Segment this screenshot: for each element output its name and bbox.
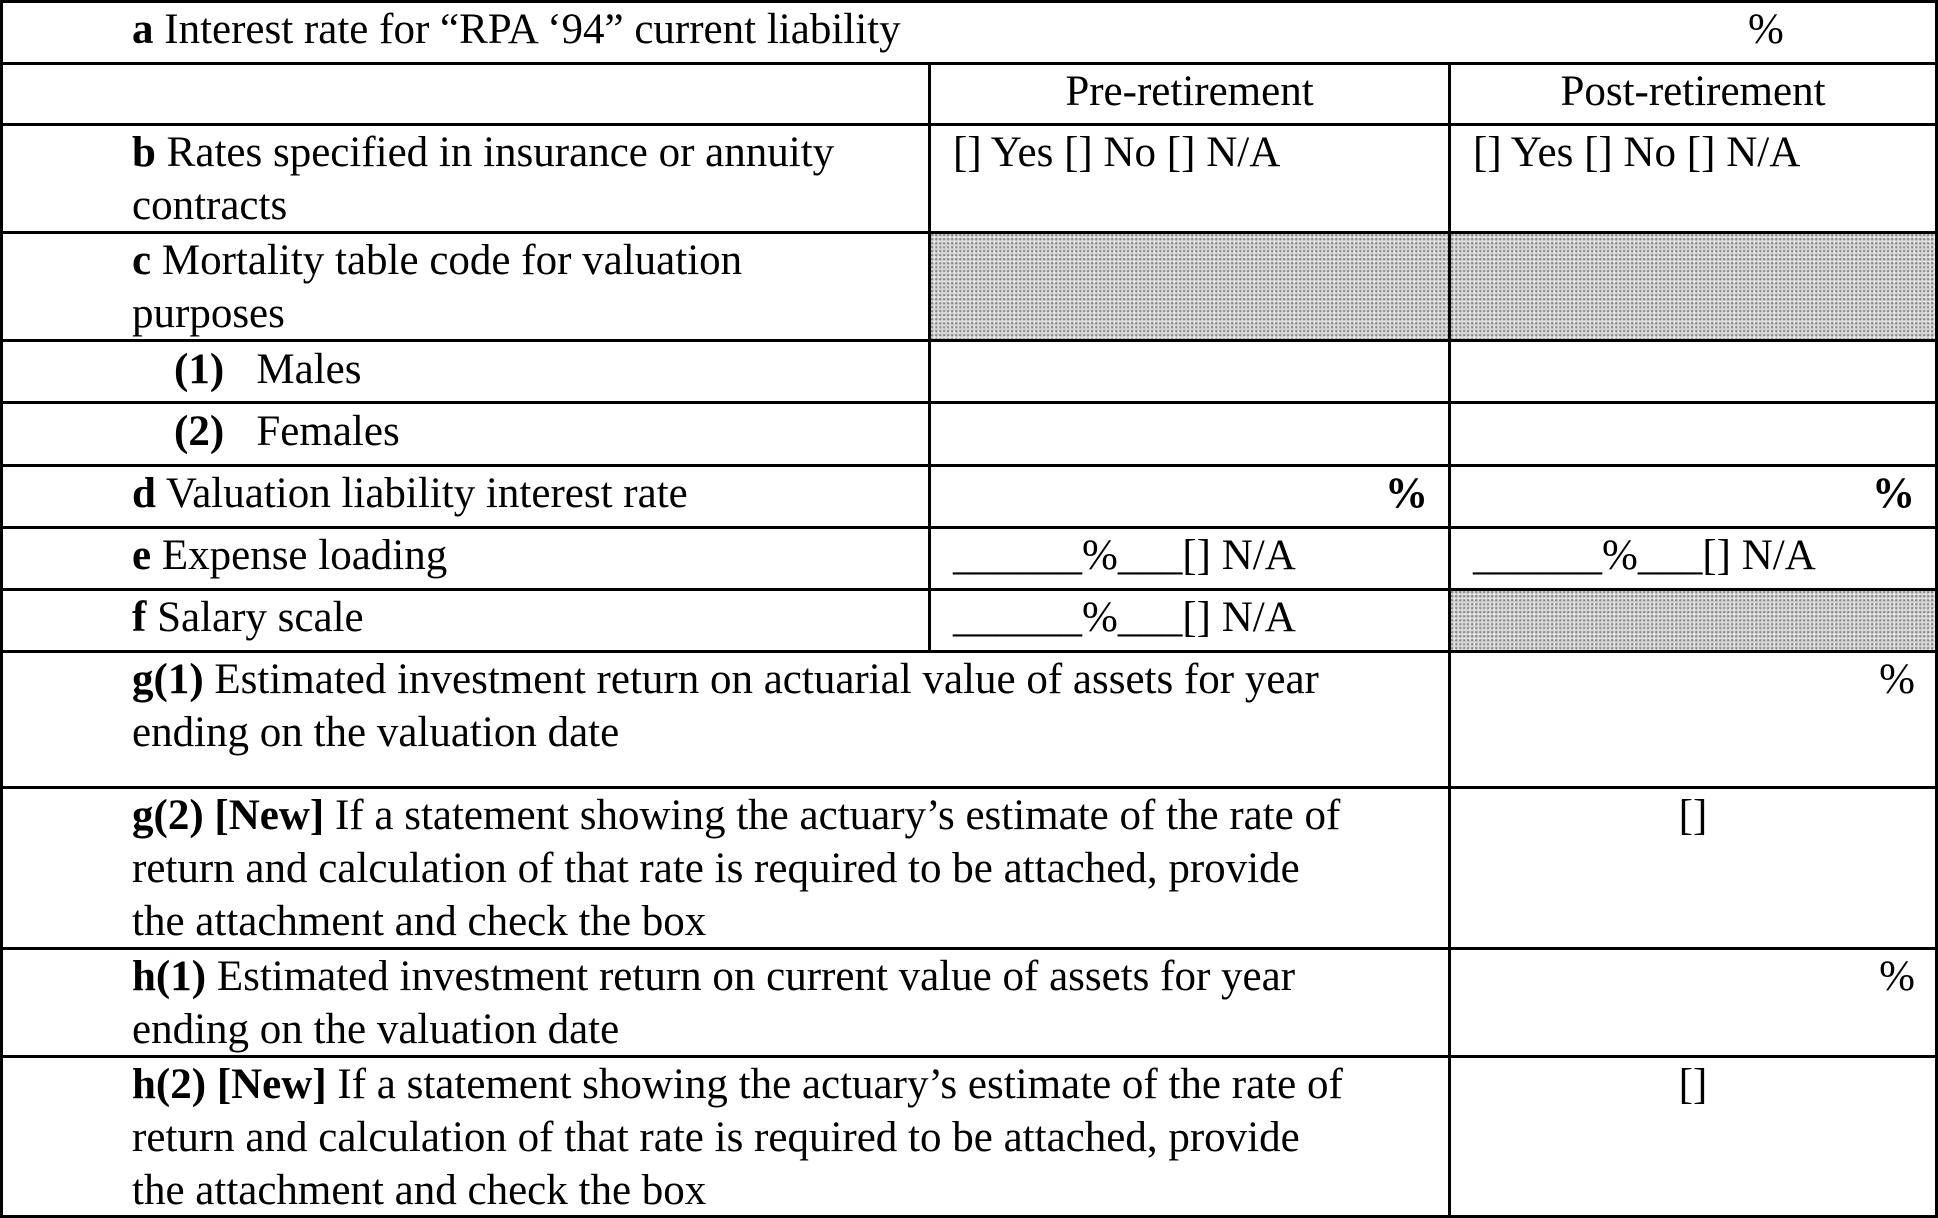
row-h1-label-cont: ending on the valuation date [132,1006,620,1053]
row-h2-label-cont2: the attachment and check the box [132,1167,707,1214]
row-a-label: a Interest rate for “RPA ‘94” current liability [132,6,901,53]
row-c-label: c Mortality table code for valuation [132,237,743,284]
row-d-post-percent[interactable]: % [1872,470,1915,517]
row-c2-pre-field[interactable] [931,404,1448,464]
row-g2-label-cont2: the attachment and check the box [132,898,707,945]
row-b-label: b Rates specified in insurance or annuity [132,129,835,176]
row-g2-label: g(2) [New] If a statement showing the actuary’s estimate of the rate of [132,792,1341,839]
shaded-cell-c-post [1451,234,1935,339]
row-divider [0,526,1938,529]
row-h1-percent[interactable]: % [1879,953,1915,1000]
shaded-cell-f-post [1451,591,1935,650]
row-c1-pre-field[interactable] [931,342,1448,401]
row-b-label-cont: contracts [132,182,288,229]
row-c1-label: (1) Males [174,346,362,393]
row-c-label-cont: purposes [132,290,285,337]
row-h2-checkbox[interactable]: [] [1678,1061,1708,1108]
row-h1-label: h(1) Estimated investment return on current value of assets for year [132,953,1296,1000]
row-d-label: d Valuation liability interest rate [132,470,688,517]
row-f-label: f Salary scale [132,594,364,641]
row-g1-percent[interactable]: % [1879,656,1915,703]
row-h2-label: h(2) [New] If a statement showing the actuary’s estimate of the rate of [132,1061,1343,1108]
row-divider [0,786,1938,789]
row-g2-label-cont: return and calculation of that rate is required to be attached, provide [132,845,1300,892]
row-c2-post-field[interactable] [1451,404,1935,464]
row-g1-label-cont: ending on the valuation date [132,709,620,756]
row-c2-label: (2) Females [174,408,400,455]
row-g2-checkbox[interactable]: [] [1678,792,1708,839]
row-c1-post-field[interactable] [1451,342,1935,401]
row-b-pre-checkboxes[interactable]: [] Yes [] No [] N/A [953,129,1281,176]
row-divider [0,62,1938,65]
row-e-post-field[interactable]: ______%___[] N/A [1473,532,1816,579]
header-post-retirement: Post-retirement [1560,68,1826,115]
row-e-label: e Expense loading [132,532,448,579]
row-f-pre-field[interactable]: ______%___[] N/A [953,594,1296,641]
row-h2-label-cont: return and calculation of that rate is required to be attached, provide [132,1114,1300,1161]
row-d-pre-percent[interactable]: % [1385,470,1428,517]
row-divider [0,650,1938,653]
header-pre-retirement: Pre-retirement [1065,68,1314,115]
row-g1-label: g(1) Estimated investment return on actuarial value of assets for year [132,656,1319,703]
row-divider [0,464,1938,467]
row-a-percent[interactable]: % [1748,6,1784,53]
row-e-pre-field[interactable]: ______%___[] N/A [953,532,1296,579]
row-divider [0,123,1938,126]
shaded-cell-c-pre [931,234,1448,339]
row-b-post-checkboxes[interactable]: [] Yes [] No [] N/A [1473,129,1801,176]
